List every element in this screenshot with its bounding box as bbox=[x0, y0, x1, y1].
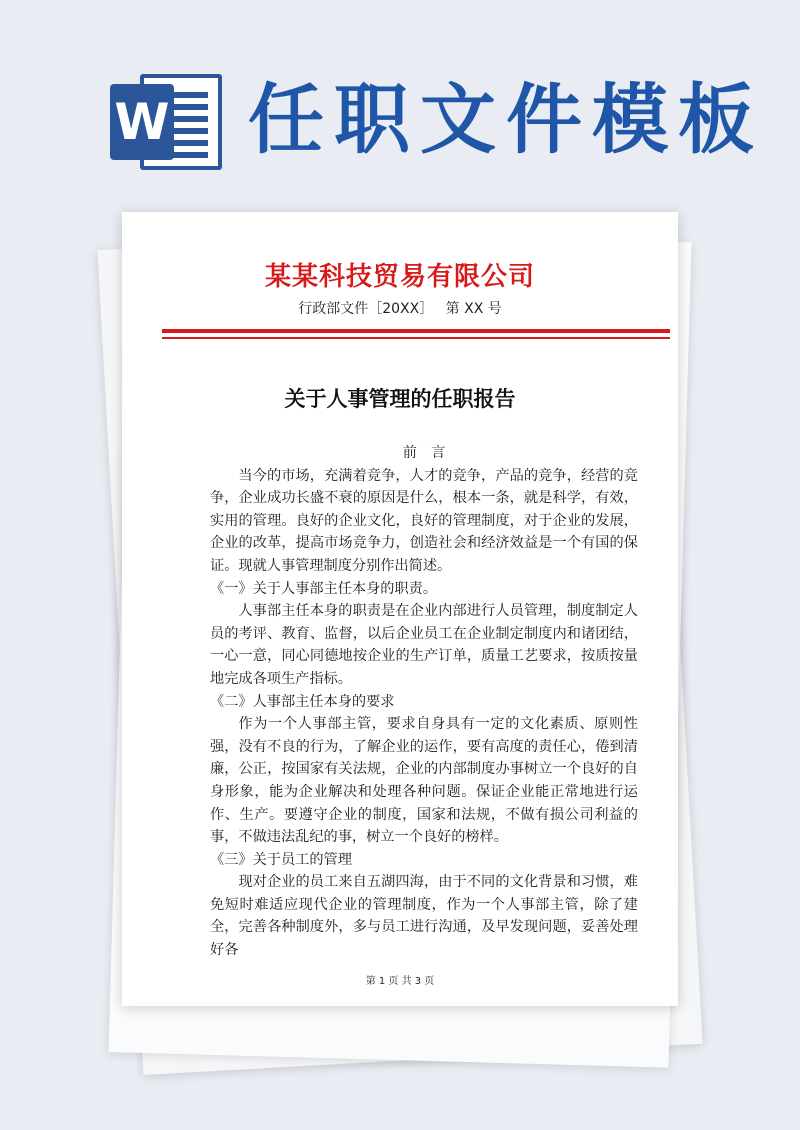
paragraph-intro: 当今的市场，充满着竞争，人才的竞争，产品的竞争，经营的竞争，企业成功长盛不衰的原因是什么，根本一条，就是科学，有效，实用的管理。良好的企业文化，良好的管理制度，对于企业的发展，企业的改革，提高市场竞争力，创造社会和经济效益是一个有国的保证。现就人事管理制度分别作出简述。 bbox=[210, 467, 638, 574]
preface-heading: 前 言 bbox=[402, 445, 446, 461]
report-title: 关于人事管理的任职报告 bbox=[284, 387, 516, 411]
red-rule-thin bbox=[162, 337, 670, 339]
paragraph-duties: 人事部主任本身的职责是在企业内部进行人员管理，制度制定人员的考评、教育、监督，以后企业员工在企业制定制度内和诸团结，一心一意，同心同德地按企业的生产订单，质量工艺要求，按质按量地完成各项生产指标。 bbox=[210, 603, 638, 687]
company-name: 某某科技贸易有限公司 bbox=[264, 262, 535, 292]
banner-title: 任职文件模板 bbox=[248, 75, 764, 164]
word-document-icon bbox=[110, 74, 222, 170]
document-page bbox=[122, 212, 678, 1006]
section-heading-2: 《二》人事部主任本身的要求 bbox=[210, 693, 395, 710]
paragraph-staff: 现对企业的员工来自五湖四海，由于不同的文化背景和习惯，难免短时难适应现代企业的管理制度，作为一个人事部主管，除了建全，完善各种制度外，多与员工进行沟通，及早发现问题，妥善处理好各 bbox=[210, 874, 638, 959]
paragraph-requirements: 作为一个人事部主管，要求自身具有一定的文化素质、原则性强，没有不良的行为，了解企业的运作，要有高度的责任心，倦到清廉，公正，按国家有关法规，企业的内部制度办事树立一个良好的自身形象，能为企业解决和处理各种问题。保证企业能正常地进行运作、生产。要遵守企业的制度，国家和法规，不做有损公司利益的事，不做违法乱纪的事，树立一个良好的榜样。 bbox=[210, 716, 638, 846]
section-heading-1: 《一》关于人事部主任本身的职责。 bbox=[210, 580, 438, 597]
document-body bbox=[210, 442, 638, 962]
red-rule-thick bbox=[162, 329, 670, 333]
document-number-right: 第 XX 号 bbox=[445, 301, 502, 317]
page-footer: 第 1 页 共 3 页 bbox=[365, 976, 435, 987]
section-heading-3: 《三》关于员工的管理 bbox=[210, 851, 352, 868]
banner bbox=[0, 0, 800, 210]
word-badge: W bbox=[110, 84, 174, 160]
document-number bbox=[122, 296, 678, 322]
document-number-left: 行政部文件［20XX］ bbox=[298, 301, 434, 317]
